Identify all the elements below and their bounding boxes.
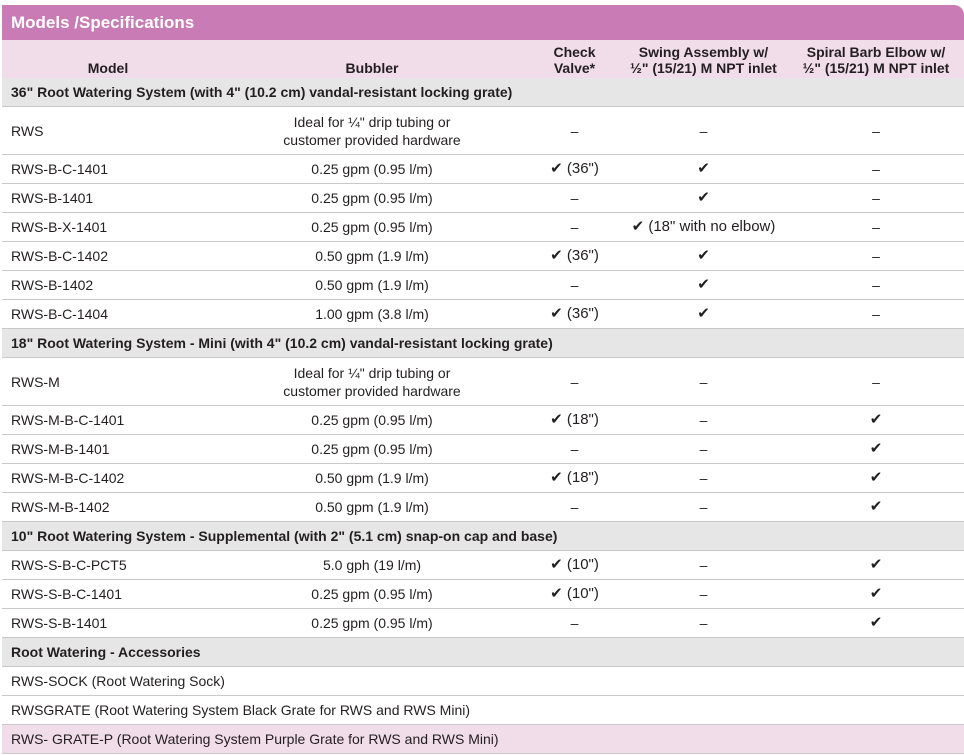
table-row: RWS-B-X-1401 0.25 gpm (0.95 l/m) – ✔ (18" with no elbow) – xyxy=(2,213,964,242)
section-header-18-inch-mini: 18" Root Watering System - Mini (with 4" (10.2 cm) vandal-resistant locking grate) xyxy=(2,329,964,358)
check-mark: ✔ (36") xyxy=(530,155,619,184)
section-header-36-inch: 36" Root Watering System (with 4" (10.2 cm) vandal-resistant locking grate) xyxy=(2,78,964,107)
check-mark: ✔ xyxy=(788,435,964,464)
table-row: RWS-B-C-1402 0.50 gpm (1.9 l/m) ✔ (36") ✔ – xyxy=(2,242,964,271)
table-row: RWS-B-C-1401 0.25 gpm (0.95 l/m) ✔ (36") ✔ – xyxy=(2,155,964,184)
header-model: Model xyxy=(87,60,129,76)
section-header-accessories: Root Watering - Accessories xyxy=(2,638,964,667)
check-mark: ✔ (36") xyxy=(530,242,619,271)
table-row: RWS-M-B-C-1401 0.25 gpm (0.95 l/m) ✔ (18") – ✔ xyxy=(2,406,964,435)
page-title: Models /Specifications xyxy=(2,5,964,40)
check-mark: ✔ xyxy=(619,300,788,329)
check-mark: ✔ (10") xyxy=(530,551,619,580)
table-row: RWS-M-B-1402 0.50 gpm (1.9 l/m) – – ✔ xyxy=(2,493,964,522)
check-mark: ✔ xyxy=(619,155,788,184)
check-mark: ✔ xyxy=(788,464,964,493)
check-mark: ✔ (36") xyxy=(530,300,619,329)
header-spiral-barb-elbow: Spiral Barb Elbow w/ ½" (15/21) M NPT inlet xyxy=(802,44,950,76)
header-bubbler: Bubbler xyxy=(345,60,399,76)
table-row: RWS Ideal for ¼" drip tubing or customer provided hardware – – – xyxy=(2,107,964,155)
check-mark: ✔ (18") xyxy=(530,406,619,435)
table-row: RWS-S-B-C-PCT5 5.0 gph (19 l/m) ✔ (10") – ✔ xyxy=(2,551,964,580)
check-mark: ✔ xyxy=(619,242,788,271)
header-swing-assembly: Swing Assembly w/ ½" (15/21) M NPT inlet xyxy=(630,44,777,76)
table-row: RWS-S-B-1401 0.25 gpm (0.95 l/m) – – ✔ xyxy=(2,609,964,638)
accessory-row: RWS- GRATE-P (Root Watering System Purple Grate for RWS and RWS Mini) xyxy=(2,725,964,754)
accessory-row: RWSGRATE (Root Watering System Black Grate for RWS and RWS Mini) xyxy=(2,696,964,725)
check-mark: ✔ xyxy=(619,184,788,213)
check-mark: ✔ (10") xyxy=(530,580,619,609)
section-header-10-inch-supplemental: 10" Root Watering System - Supplemental (with 2" (5.1 cm) snap-on cap and base) xyxy=(2,522,964,551)
header-check-valve: Check Valve* xyxy=(553,44,596,76)
table-row: RWS-B-C-1404 1.00 gpm (3.8 l/m) ✔ (36") ✔ – xyxy=(2,300,964,329)
specifications-table xyxy=(2,40,964,754)
header-row xyxy=(2,40,964,78)
check-mark: ✔ xyxy=(788,580,964,609)
accessory-row: RWS-SOCK (Root Watering Sock) xyxy=(2,667,964,696)
table-row: RWS-M Ideal for ¼" drip tubing or customer provided hardware – – – xyxy=(2,358,964,406)
table-row: RWS-M-B-1401 0.25 gpm (0.95 l/m) – – ✔ xyxy=(2,435,964,464)
check-mark: ✔ xyxy=(788,406,964,435)
table-row: RWS-S-B-C-1401 0.25 gpm (0.95 l/m) ✔ (10") – ✔ xyxy=(2,580,964,609)
check-mark: ✔ xyxy=(788,493,964,522)
check-mark: ✔ xyxy=(788,551,964,580)
table-row: RWS-M-B-C-1402 0.50 gpm (1.9 l/m) ✔ (18") – ✔ xyxy=(2,464,964,493)
table-row: RWS-B-1401 0.25 gpm (0.95 l/m) – ✔ – xyxy=(2,184,964,213)
table-row: RWS-B-1402 0.50 gpm (1.9 l/m) – ✔ – xyxy=(2,271,964,300)
check-mark: ✔ (18") xyxy=(530,464,619,493)
check-mark: ✔ xyxy=(619,271,788,300)
check-mark: ✔ xyxy=(788,609,964,638)
check-mark: ✔ (18" with no elbow) xyxy=(619,213,788,242)
